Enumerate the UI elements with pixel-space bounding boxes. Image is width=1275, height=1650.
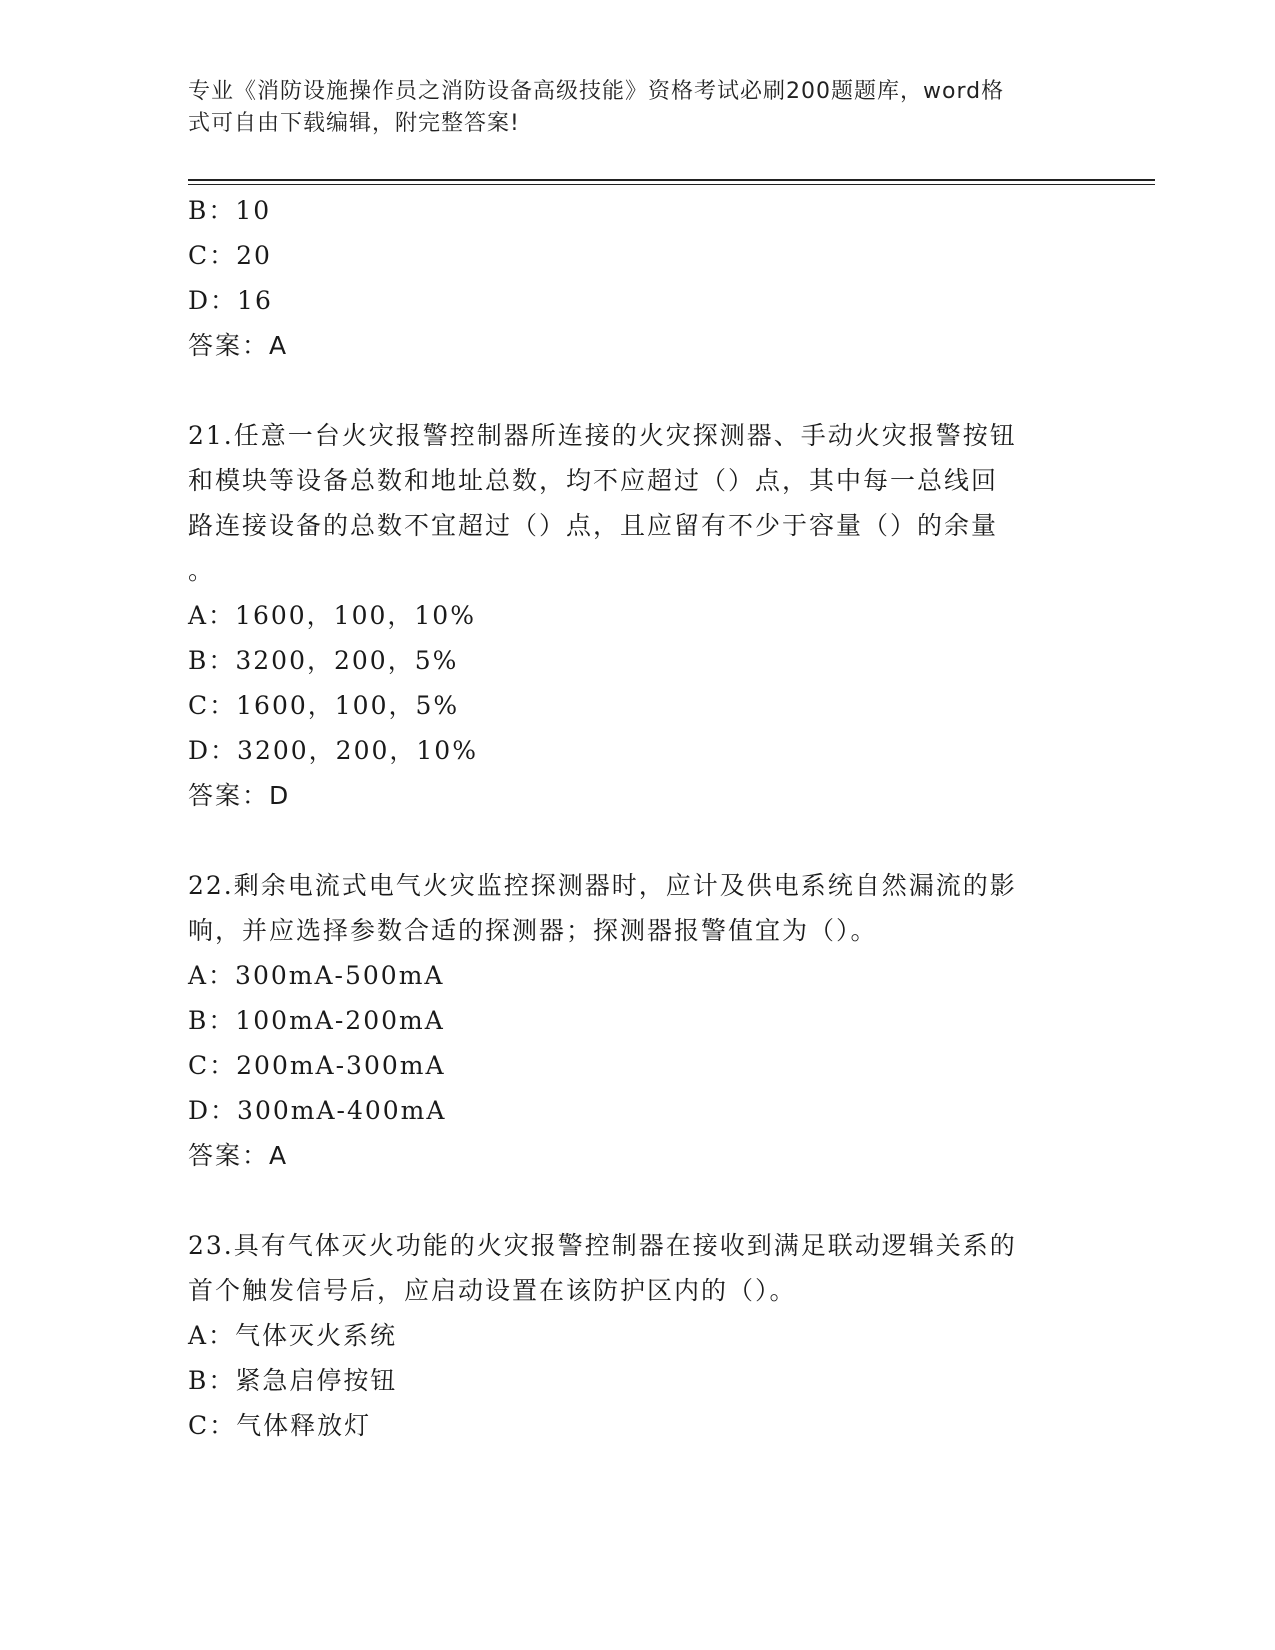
- option-c: C：1600，100，5%: [188, 691, 460, 720]
- question-text-line: 首个触发信号后，应启动设置在该防护区内的（）。: [188, 1276, 797, 1305]
- question-text-line: 路连接设备的总数不宜超过（）点，且应留有不少于容量（）的余量: [188, 511, 999, 540]
- question-22: [188, 863, 1088, 1178]
- question-text-line: 22.剩余电流式电气火灾监控探测器时，应计及供电系统自然漏流的影: [188, 871, 1017, 900]
- option-d: D：16: [188, 286, 273, 315]
- option-b: B：紧急启停按钮: [188, 1366, 398, 1395]
- question-23: [188, 1223, 1088, 1448]
- question-text-line: 21.任意一台火灾报警控制器所连接的火灾探测器、手动火灾报警按钮: [188, 421, 1017, 450]
- question-text-line: 和模块等设备总数和地址总数，均不应超过（）点，其中每一总线回: [188, 466, 999, 495]
- header-line-2: 式可自由下载编辑，附完整答案!: [188, 111, 520, 136]
- option-b: B：10: [188, 196, 272, 225]
- option-d: D：300mA-400mA: [188, 1096, 447, 1125]
- option-c: C：气体释放灯: [188, 1411, 372, 1440]
- header-rule-thick: [188, 179, 1155, 181]
- question-21: [188, 413, 1088, 818]
- option-a: A：300mA-500mA: [188, 961, 445, 990]
- question-text-line: 。: [188, 556, 216, 585]
- header-rule-thin: [188, 184, 1155, 185]
- question-20-tail: [188, 188, 1088, 368]
- option-d: D：3200，200，10%: [188, 736, 478, 765]
- option-a: A：1600，100，10%: [188, 601, 476, 630]
- spacer: [188, 1178, 1088, 1223]
- spacer: [188, 368, 1088, 413]
- header-line-1: 专业《消防设施操作员之消防设备高级技能》资格考试必刷200题题库，word格: [188, 79, 1005, 104]
- question-text-line: 响，并应选择参数合适的探测器；探测器报警值宜为（）。: [188, 916, 878, 945]
- answer-label: 答案：A: [188, 1141, 289, 1170]
- answer-label: 答案：A: [188, 331, 289, 360]
- answer-label: 答案：D: [188, 781, 291, 810]
- document-header: [188, 76, 1088, 140]
- option-c: C：200mA-300mA: [188, 1051, 446, 1080]
- option-c: C：20: [188, 241, 272, 270]
- option-b: B：100mA-200mA: [188, 1006, 445, 1035]
- spacer: [188, 818, 1088, 863]
- option-b: B：3200，200，5%: [188, 646, 459, 675]
- question-text-line: 23.具有气体灭火功能的火灾报警控制器在接收到满足联动逻辑关系的: [188, 1231, 1017, 1260]
- option-a: A：气体灭火系统: [188, 1321, 398, 1350]
- question-content: [188, 188, 1088, 1448]
